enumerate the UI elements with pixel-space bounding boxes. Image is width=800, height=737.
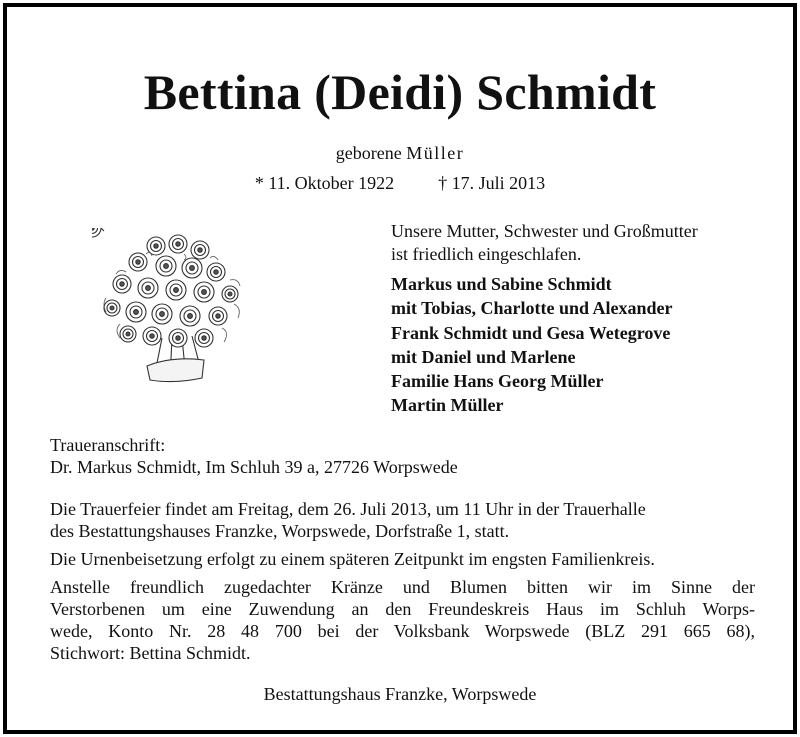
funeral-home-footer: Bestattungshaus Franzke, Worpswede (263, 684, 537, 704)
urn-burial-line: Die Urnenbeisetzung erfolgt zu einem späteren Zeitpunkt im engsten Familienkreis. (50, 549, 655, 569)
life-dates (0, 172, 800, 194)
death-date: † 17. Juli 2013 (438, 173, 546, 193)
flower-bouquet-icon (92, 228, 252, 388)
family-line: Martin Müller (391, 395, 504, 416)
intro-line: Unsere Mutter, Schwester und Großmutter (391, 221, 698, 241)
address-label: Traueranschrift: (50, 435, 166, 455)
intro-line: ist friedlich eingeschlafen. (391, 244, 582, 264)
donation-line: Verstorbenen um eine Zuwendung an den Freundeskreis Haus im Schluh Worps- (50, 599, 755, 619)
family-line: Markus und Sabine Schmidt (391, 274, 612, 294)
family-line: Frank Schmidt und Gesa Wetegrove (391, 322, 671, 343)
family-line: mit Daniel und Marlene (391, 346, 576, 367)
donation-text (50, 576, 755, 664)
maiden-name (0, 142, 800, 164)
donation-line: Anstelle freundlich zugedachter Kränze und Blumen bitten wir im Sinne der (50, 577, 755, 597)
intro-text (391, 220, 698, 266)
donation-line: wede, Konto Nr. 28 48 700 bei der Volksbank Worpswede (BLZ 291 665 68), (50, 621, 755, 641)
maiden-name-value: Müller (406, 143, 465, 163)
family-list (391, 272, 673, 418)
maiden-name-prefix: geborene (335, 143, 402, 163)
family-line: mit Tobias, Charlotte und Alexander (391, 298, 673, 319)
address-value: Dr. Markus Schmidt, Im Schluh 39 a, 27726 Worpswede (50, 457, 458, 477)
ceremony-text (50, 498, 755, 542)
birth-date: * 11. Oktober 1922 (254, 173, 395, 193)
mourning-address (50, 434, 458, 478)
family-line: Familie Hans Georg Müller (391, 371, 604, 392)
deceased-name: Bettina (Deidi) Schmidt (143, 64, 657, 120)
ceremony-line: des Bestattungshauses Franzke, Worpswede, Dorfstraße 1, statt. (50, 521, 510, 541)
urn-burial-text (50, 548, 755, 570)
ceremony-line: Die Trauerfeier findet am Freitag, dem 26. Juli 2013, um 11 Uhr in der Trauerhalle (50, 499, 646, 519)
donation-line: Stichwort: Bettina Schmidt. (50, 643, 251, 663)
